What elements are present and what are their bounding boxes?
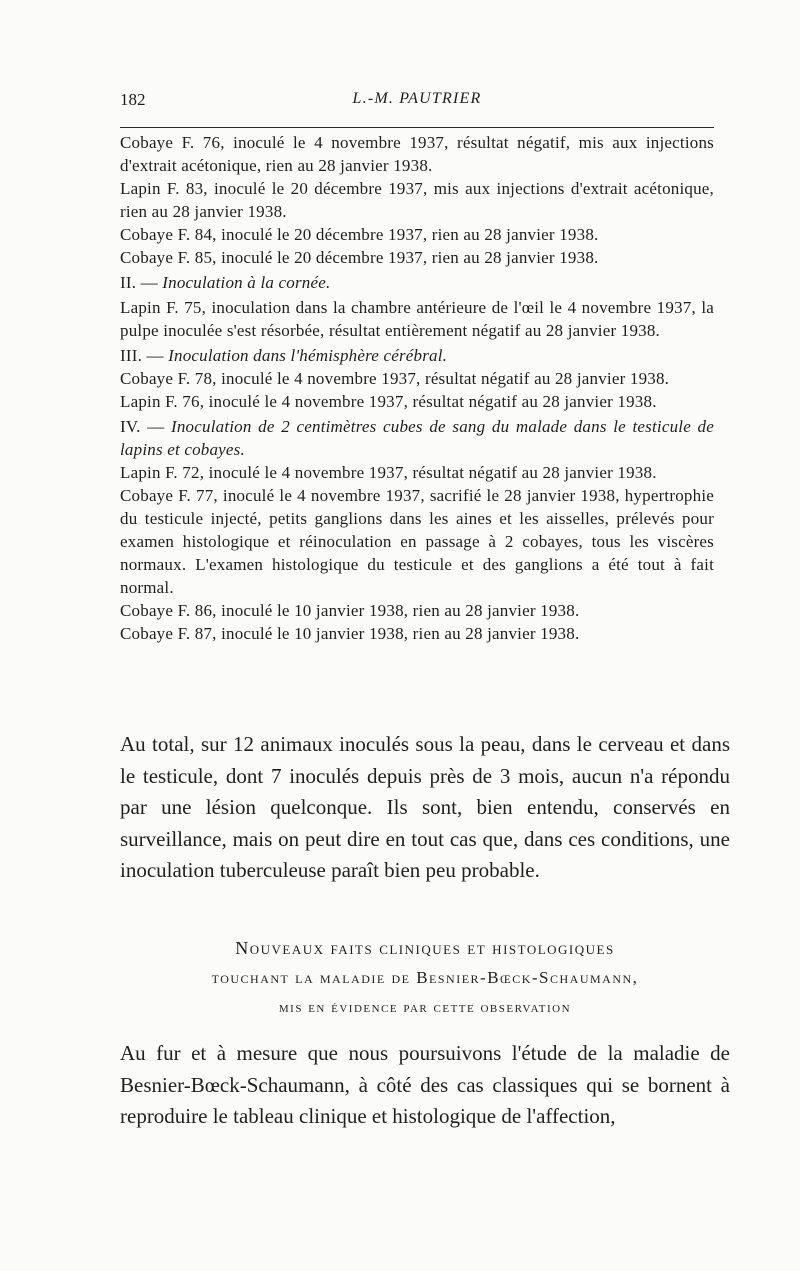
running-title: L.-M. PAUTRIER (352, 90, 482, 107)
entry-text: Cobaye F. 85, inoculé le 20 décembre 1937, rien au 28 janvier 1938. (120, 248, 599, 267)
experiment-entry (120, 223, 714, 246)
page-header (120, 90, 714, 112)
heading-line-3: mis en évidence par cette observation (278, 1000, 572, 1016)
section-number: IV. — (120, 417, 171, 436)
entry-text: Cobaye F. 77, inoculé le 4 novembre 1937, sacrifié le 28 janvier 1938, hypertrophie du testicule injecté, petits ganglions dans les aines et les aisselles, prélevés pour examen histologique et réinoculation en passage à 2 cobayes, tous les viscères normaux. L'examen histologique du testicule et des ganglions a été tout à fait normal. (120, 486, 714, 597)
section-title: Inoculation de 2 centimètres cubes de sang du malade dans le testicule de lapins et cobayes. (120, 417, 714, 459)
section-heading (120, 271, 714, 294)
experiment-entry (120, 131, 714, 177)
section-title: Inoculation dans l'hémisphère cérébral. (168, 346, 448, 365)
section-heading (120, 344, 714, 367)
section-heading-main (120, 933, 730, 1023)
entry-text: Lapin F. 75, inoculation dans la chambre antérieure de l'œil le 4 novembre 1937, la pulpe inoculée s'est résorbée, résultat entièrement négatif au 28 janvier 1938. (120, 298, 714, 340)
entry-text: Lapin F. 76, inoculé le 4 novembre 1937, résultat négatif au 28 janvier 1938. (120, 392, 657, 411)
experiment-entry (120, 622, 714, 645)
final-block (120, 1038, 730, 1133)
entry-text: Cobaye F. 84, inoculé le 20 décembre 1937, rien au 28 janvier 1938. (120, 225, 599, 244)
experiment-entry (120, 246, 714, 269)
experiment-entry (120, 296, 714, 342)
experiment-entry (120, 461, 714, 484)
entry-text: Lapin F. 83, inoculé le 20 décembre 1937, mis aux injections d'extrait acétonique, rien au 28 janvier 1938. (120, 179, 714, 221)
experiment-entry (120, 484, 714, 599)
experiment-log (120, 131, 714, 645)
section-number: II. — (120, 273, 163, 292)
entry-text: Cobaye F. 76, inoculé le 4 novembre 1937, résultat négatif, mis aux injections d'extrait acétonique, rien au 28 janvier 1938. (120, 133, 714, 175)
experiment-entry (120, 599, 714, 622)
final-paragraph: Au fur et à mesure que nous poursuivons l'étude de la maladie de Besnier-Bœck-Schaumann, à côté des cas classiques qui se bornent à reproduire le tableau clinique et histologique de l'affection, (120, 1041, 730, 1128)
entry-text: Cobaye F. 87, inoculé le 10 janvier 1938, rien au 28 janvier 1938. (120, 624, 580, 643)
entry-text: Cobaye F. 78, inoculé le 4 novembre 1937, résultat négatif au 28 janvier 1938. (120, 369, 670, 388)
entry-text: Lapin F. 72, inoculé le 4 novembre 1937, résultat négatif au 28 janvier 1938. (120, 463, 657, 482)
summary-paragraph: Au total, sur 12 animaux inoculés sous la peau, dans le cerveau et dans le testicule, dont 7 inoculés depuis près de 3 mois, aucun n'a répondu par une lésion quelconque. Ils sont, bien entendu, conservés en surveillance, mais on peut dire en tout cas que, dans ces conditions, une inoculation tuberculeuse paraît bien peu probable. (120, 732, 730, 882)
section-number: III. — (120, 346, 169, 365)
summary-block (120, 729, 730, 887)
header-rule (120, 127, 714, 128)
heading-line-2: touchant la maladie de Besnier-Bœck-Schaumann, (211, 968, 639, 987)
experiment-entry (120, 367, 714, 390)
section-title: Inoculation à la cornée. (162, 273, 331, 292)
heading-line-1: Nouveaux faits cliniques et histologiques (235, 938, 615, 958)
section-heading (120, 415, 714, 461)
entry-text: Cobaye F. 86, inoculé le 10 janvier 1938, rien au 28 janvier 1938. (120, 601, 580, 620)
experiment-entry (120, 177, 714, 223)
page-number: 182 (120, 90, 146, 109)
experiment-entry (120, 390, 714, 413)
